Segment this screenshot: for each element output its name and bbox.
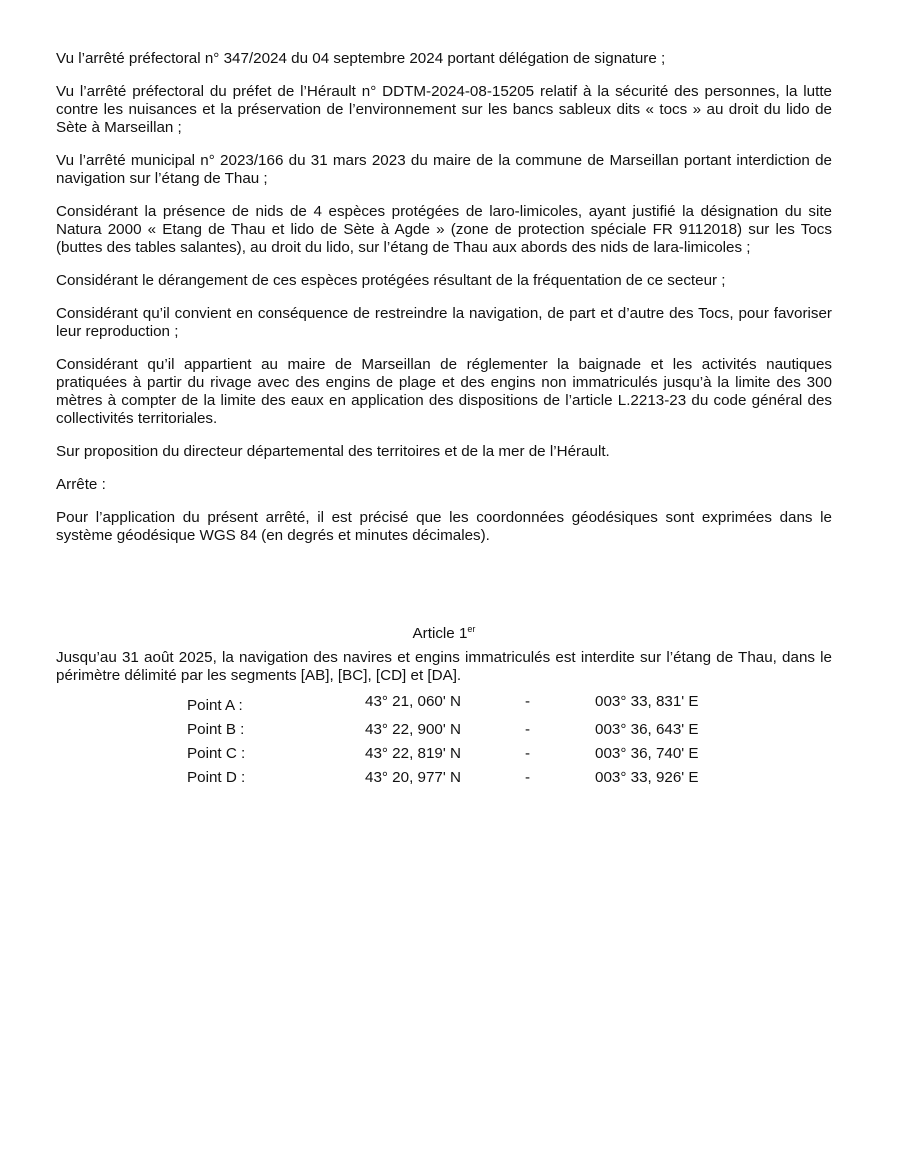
point-latitude: 43° 22, 900' N xyxy=(365,721,461,738)
paragraph-sur-proposition: Sur proposition du directeur départemental des territoires et de la mer de l’Hérault. xyxy=(56,443,610,460)
point-separator: - xyxy=(525,693,531,710)
paragraph-considerant-derangement: Considérant le dérangement de ces espèces protégées résultant de la fréquentation de ce secteur ; xyxy=(56,272,726,289)
point-longitude: 003° 36, 643' E xyxy=(595,721,699,738)
table-row xyxy=(187,721,755,745)
point-separator: - xyxy=(525,769,531,786)
article-title-superscript: er xyxy=(467,623,476,634)
point-latitude: 43° 22, 819' N xyxy=(365,745,461,762)
spacer xyxy=(56,560,832,625)
point-name: Point D : xyxy=(187,769,246,786)
paragraph-considerant-maire: Considérant qu’il appartient au maire de Marseillan de réglementer la baignade et les activités nautiques pratiquées à partir du rivage avec des engins de plage et des engins non immatriculés jusqu’à la limite des 300 mètres à compter de la limite des eaux en application des dispositions de l’article L.2213-23 du code général des collectivités territoriales. xyxy=(56,356,832,427)
document-page xyxy=(56,50,832,793)
point-separator: - xyxy=(525,745,531,762)
article-title-text: Article 1 xyxy=(412,625,468,642)
point-name: Point C : xyxy=(187,745,246,762)
article-body: Jusqu’au 31 août 2025, la navigation des navires et engins immatriculés est interdite sur l’étang de Thau, dans le périmètre délimité par les segments [AB], [BC], [CD] et [DA]. xyxy=(56,649,832,684)
point-name: Point A : xyxy=(187,697,243,714)
point-longitude: 003° 36, 740' E xyxy=(595,745,699,762)
paragraph-considerant-nids: Considérant la présence de nids de 4 espèces protégées de laro-limicoles, ayant justifié la désignation du site Natura 2000 « Etang de Thau et lido de Sète à Agde » (zone de protection spéciale FR 9112018) sur les Tocs (buttes des tables salantes), au droit du lido, sur l’étang de Thau aux abords des nids de lara-limicoles ; xyxy=(56,203,832,256)
point-longitude: 003° 33, 926' E xyxy=(595,769,699,786)
table-row xyxy=(187,693,755,721)
points-table xyxy=(187,693,755,793)
paragraph-vu-arrete-municipal: Vu l’arrêté municipal n° 2023/166 du 31 mars 2023 du maire de la commune de Marseillan portant interdiction de navigation sur l’étang de Thau ; xyxy=(56,152,832,187)
article-title xyxy=(56,625,832,643)
paragraph-vu-arrete-prefet-herault: Vu l’arrêté préfectoral du préfet de l’Hérault n° DDTM-2024-08-15205 relatif à la sécurité des personnes, la lutte contre les nuisances et la préservation de l’environnement sur les bancs sableux dits « tocs » au droit du lido de Sète à Marseillan ; xyxy=(56,83,832,136)
point-separator: - xyxy=(525,721,531,738)
table-row xyxy=(187,745,755,769)
paragraph-considerant-restreindre: Considérant qu’il convient en conséquence de restreindre la navigation, de part et d’autre des Tocs, pour favoriser leur reproduction ; xyxy=(56,305,832,340)
point-latitude: 43° 21, 060' N xyxy=(365,693,461,710)
point-latitude: 43° 20, 977' N xyxy=(365,769,461,786)
point-longitude: 003° 33, 831' E xyxy=(595,693,699,710)
table-row xyxy=(187,769,755,793)
paragraph-coordonnees: Pour l’application du présent arrêté, il est précisé que les coordonnées géodésiques sont exprimées dans le système géodésique WGS 84 (en degrés et minutes décimales). xyxy=(56,509,832,544)
paragraph-vu-arrete-delegation: Vu l’arrêté préfectoral n° 347/2024 du 04 septembre 2024 portant délégation de signature ; xyxy=(56,50,666,67)
paragraph-arrete: Arrête : xyxy=(56,476,106,493)
point-name: Point B : xyxy=(187,721,245,738)
